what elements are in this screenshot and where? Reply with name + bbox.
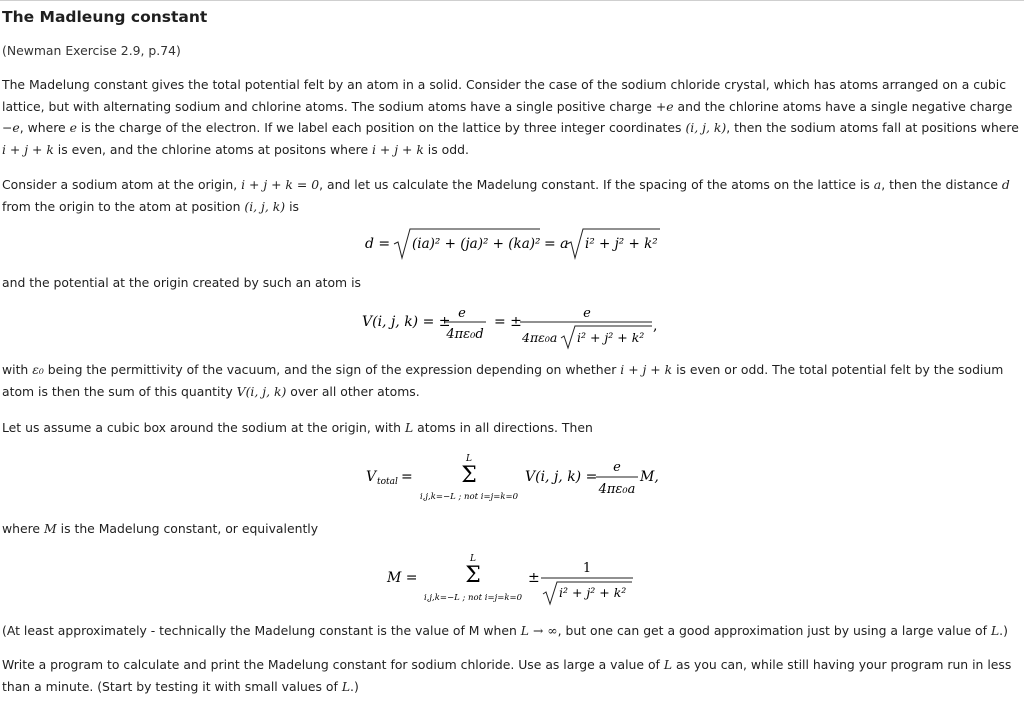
paragraph-cubic-box: Let us assume a cubic box around the sodium at the origin, with L atoms in all directions. Then bbox=[2, 420, 593, 435]
eq4-lhs: M = bbox=[387, 570, 418, 586]
equation-distance-svg bbox=[0, 224, 1024, 264]
eq1-mid: = a bbox=[544, 236, 569, 252]
eq3-sigma: Σ bbox=[461, 463, 477, 488]
equation-total-svg bbox=[0, 448, 1024, 508]
eq3-upper-limit: L bbox=[466, 454, 472, 464]
eq2-lhs: V(i, j, k) = ± bbox=[362, 314, 451, 330]
eq4-denominator-radicand: i² + j² + k² bbox=[559, 585, 627, 600]
eq1-lhs: d = bbox=[365, 236, 391, 252]
paragraph-potential: and the potential at the origin created by such an atom is bbox=[2, 275, 361, 290]
eq2-trailing-comma: , bbox=[653, 318, 658, 334]
source-reference: (Newman Exercise 2.9, p.74) bbox=[2, 43, 181, 58]
equation-distance bbox=[0, 224, 1024, 268]
equation-total-potential bbox=[0, 448, 1024, 512]
eq3-lower-limit: i,j,k=−L ; not i=j=k=0 bbox=[419, 492, 519, 502]
eq4-upper-limit: L bbox=[470, 554, 476, 564]
eq3-equals: = bbox=[401, 469, 413, 485]
eq2-numerator-2: e bbox=[583, 306, 591, 321]
eq4-plus-minus: ± bbox=[528, 570, 540, 586]
eq2-numerator-1: e bbox=[458, 306, 466, 321]
paragraph-permittivity: with ε₀ being the permittivity of the vacuum, and the sign of the expression depending on whether i + j + k is even or odd. The total potential felt by the sodium atom is then the sum of this quantity V(i, j, k) over all other atoms. bbox=[2, 362, 1004, 399]
eq3-numerator: e bbox=[613, 460, 621, 475]
eq4-lower-limit: i,j,k=−L ; not i=j=k=0 bbox=[423, 593, 523, 603]
eq1-radicand: (ia)² + (ja)² + (ka)² bbox=[412, 236, 541, 252]
paragraph-approximation: (At least approximately - technically the Madelung constant is the value of M when L → ∞, but one can get a good approximation just by using a large value of L.) bbox=[2, 623, 1008, 638]
equation-madelung-sum bbox=[0, 552, 1024, 612]
eq2-denominator-2-radicand: i² + j² + k² bbox=[577, 330, 645, 345]
paragraph-intro: The Madelung constant gives the total potential felt by an atom in a solid. Consider the case of the sodium chloride crystal, which has atoms arranged on a cubic lattice, but with alternating sodium and chlorine atoms. The sodium atoms have a single positive charge +e and the chlorine atoms have a single negative charge −e, where e is the charge of the electron. If we label each position on the lattice by three integer coordinates (i, j, k), then the sodium atoms fall at positions where i + j + k is even, and the chlorine atoms at positons where i + j + k is odd. bbox=[2, 77, 1019, 157]
eq3-trailing: M, bbox=[640, 469, 659, 485]
cell-top-border bbox=[0, 0, 1024, 1]
eq3-lhs: V bbox=[366, 469, 377, 485]
page-title: The Madleung constant bbox=[2, 8, 208, 26]
eq2-mid: = ± bbox=[494, 314, 522, 330]
eq3-term: V(i, j, k) = bbox=[525, 469, 598, 485]
equation-madelung-svg bbox=[0, 552, 1024, 608]
equation-potential-svg bbox=[0, 300, 1024, 352]
equation-potential bbox=[0, 300, 1024, 356]
eq2-denominator-2-prefix: 4πε₀a bbox=[522, 330, 558, 345]
paragraph-task: Write a program to calculate and print the Madelung constant for sodium chloride. Use as large a value of L as you can, while still having your program run in less than a minute. (Start by testing it with small values of L.) bbox=[2, 657, 1012, 694]
eq4-numerator: 1 bbox=[582, 561, 592, 576]
paragraph-madelung-def: where M is the Madelung constant, or equivalently bbox=[2, 521, 319, 536]
eq3-lhs-subscript: total bbox=[377, 477, 398, 487]
eq1-radicand-2: i² + j² + k² bbox=[585, 236, 658, 252]
paragraph-origin: Consider a sodium atom at the origin, i + j + k = 0, and let us calculate the Madelung constant. If the spacing of the atoms on the lattice is a, then the distance d from the origin to the atom at position (i, j, k) is bbox=[2, 177, 1010, 214]
eq2-denominator-1: 4πε₀d bbox=[446, 327, 484, 342]
eq4-sigma: Σ bbox=[465, 563, 481, 588]
eq3-denominator: 4πε₀a bbox=[598, 482, 636, 497]
